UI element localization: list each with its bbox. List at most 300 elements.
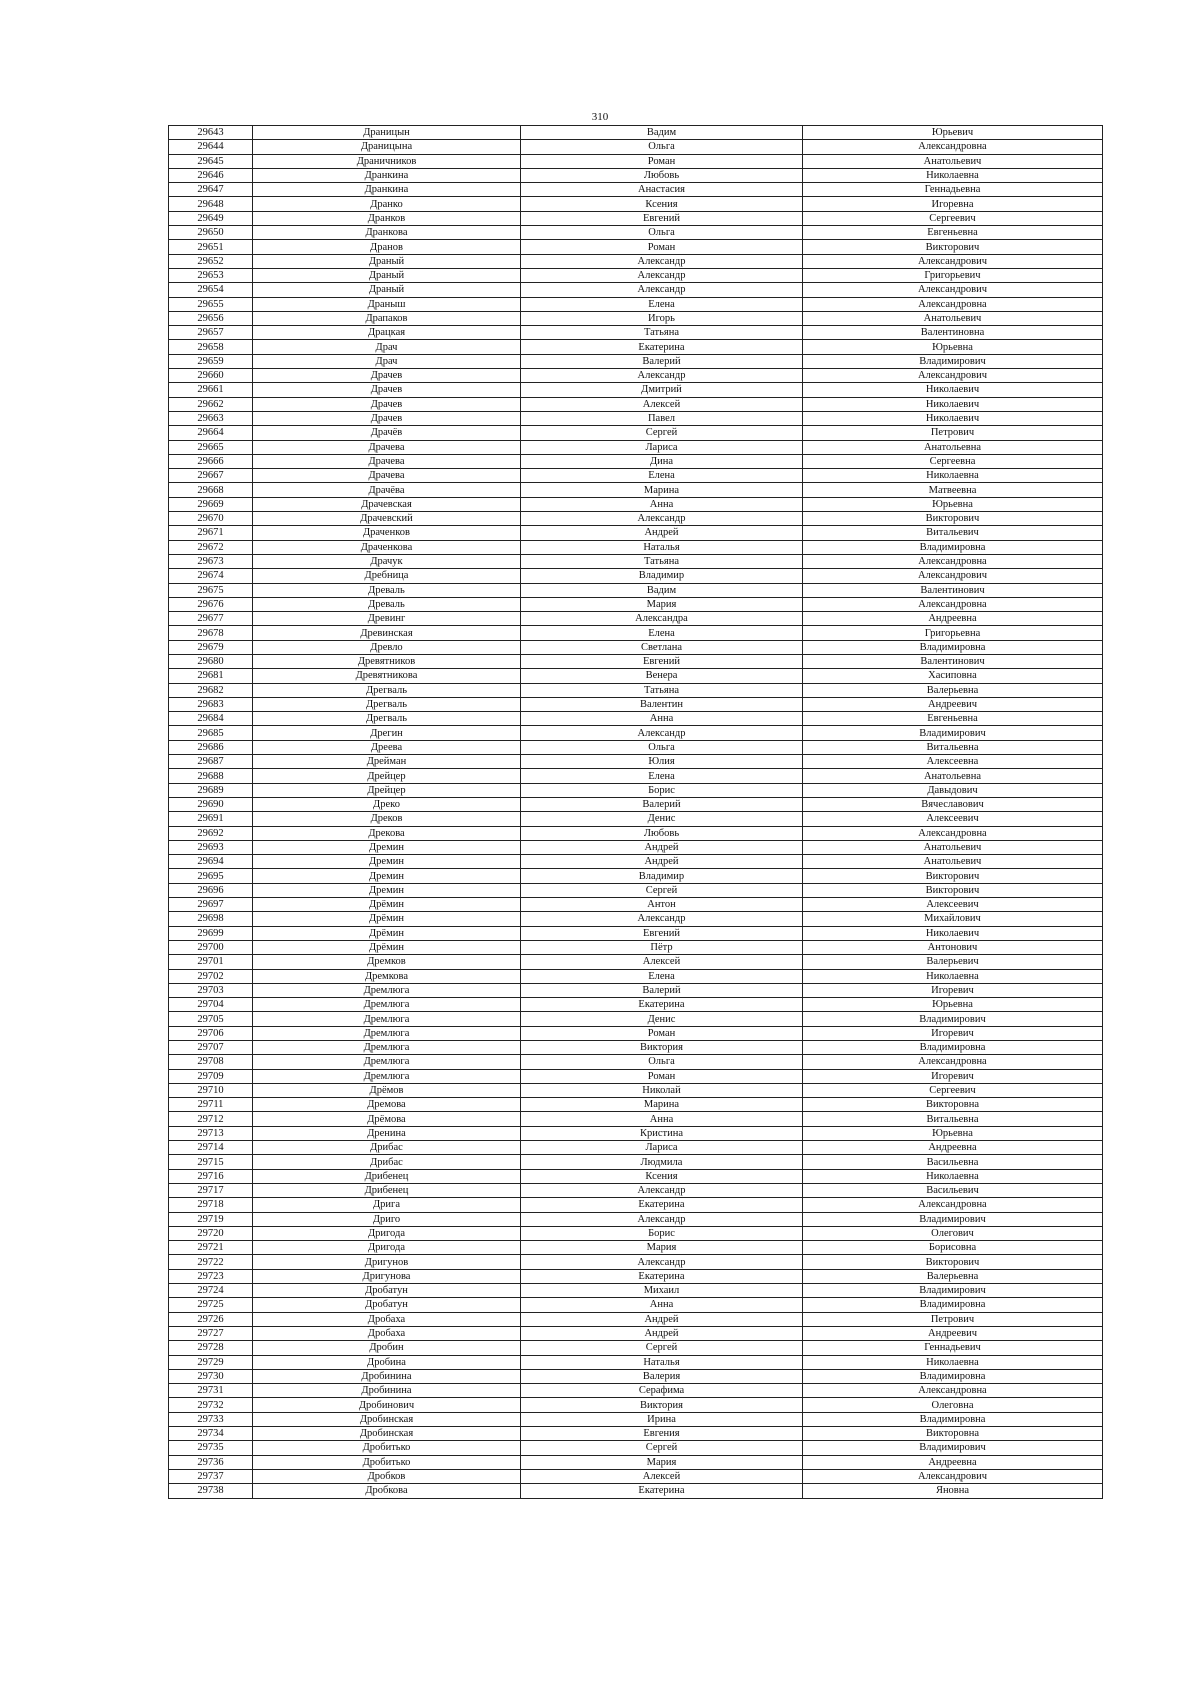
record-number-cell: 29733: [169, 1412, 253, 1426]
patronymic-cell: Матвеевна: [803, 483, 1103, 497]
last-name-cell: Дрейцер: [253, 783, 521, 797]
record-number-cell: 29647: [169, 183, 253, 197]
patronymic-cell: Витальевна: [803, 1112, 1103, 1126]
last-name-cell: Дремин: [253, 840, 521, 854]
last-name-cell: Дранко: [253, 197, 521, 211]
table-row: [169, 1469, 1103, 1483]
patronymic-cell: Николаевна: [803, 969, 1103, 983]
first-name-cell: Ксения: [521, 1169, 803, 1183]
record-number-cell: 29706: [169, 1026, 253, 1040]
last-name-cell: Драчёв: [253, 426, 521, 440]
record-number-cell: 29735: [169, 1441, 253, 1455]
table-row: [169, 1355, 1103, 1369]
registry-body: [169, 126, 1103, 1499]
first-name-cell: Юлия: [521, 755, 803, 769]
record-number-cell: 29677: [169, 612, 253, 626]
record-number-cell: 29651: [169, 240, 253, 254]
record-number-cell: 29674: [169, 569, 253, 583]
first-name-cell: Елена: [521, 626, 803, 640]
first-name-cell: Александр: [521, 254, 803, 268]
record-number-cell: 29738: [169, 1484, 253, 1498]
record-number-cell: 29660: [169, 369, 253, 383]
record-number-cell: 29661: [169, 383, 253, 397]
record-number-cell: 29713: [169, 1126, 253, 1140]
table-row: [169, 983, 1103, 997]
last-name-cell: Дреева: [253, 740, 521, 754]
table-row: [169, 1241, 1103, 1255]
patronymic-cell: Андреевна: [803, 1455, 1103, 1469]
first-name-cell: Валерий: [521, 354, 803, 368]
last-name-cell: Драченкова: [253, 540, 521, 554]
record-number-cell: 29690: [169, 797, 253, 811]
first-name-cell: Татьяна: [521, 554, 803, 568]
patronymic-cell: Александровна: [803, 140, 1103, 154]
last-name-cell: Дробкова: [253, 1484, 521, 1498]
first-name-cell: Александр: [521, 1255, 803, 1269]
record-number-cell: 29717: [169, 1183, 253, 1197]
record-number-cell: 29722: [169, 1255, 253, 1269]
table-row: [169, 1169, 1103, 1183]
record-number-cell: 29667: [169, 469, 253, 483]
record-number-cell: 29653: [169, 268, 253, 282]
first-name-cell: Елена: [521, 469, 803, 483]
last-name-cell: Дробков: [253, 1469, 521, 1483]
last-name-cell: Дранкова: [253, 226, 521, 240]
record-number-cell: 29718: [169, 1198, 253, 1212]
patronymic-cell: Николаевич: [803, 411, 1103, 425]
last-name-cell: Драный: [253, 268, 521, 282]
record-number-cell: 29691: [169, 812, 253, 826]
table-row: [169, 540, 1103, 554]
first-name-cell: Серафима: [521, 1384, 803, 1398]
record-number-cell: 29695: [169, 869, 253, 883]
patronymic-cell: Александровна: [803, 554, 1103, 568]
patronymic-cell: Витальевич: [803, 526, 1103, 540]
record-number-cell: 29736: [169, 1455, 253, 1469]
patronymic-cell: Викторович: [803, 240, 1103, 254]
patronymic-cell: Алексеевич: [803, 898, 1103, 912]
first-name-cell: Любовь: [521, 168, 803, 182]
table-row: [169, 397, 1103, 411]
patronymic-cell: Александровна: [803, 1384, 1103, 1398]
patronymic-cell: Александровна: [803, 1055, 1103, 1069]
first-name-cell: Ирина: [521, 1412, 803, 1426]
table-row: [169, 855, 1103, 869]
table-row: [169, 340, 1103, 354]
patronymic-cell: Евгеньевна: [803, 226, 1103, 240]
patronymic-cell: Анатольевич: [803, 840, 1103, 854]
patronymic-cell: Владимирович: [803, 1441, 1103, 1455]
record-number-cell: 29720: [169, 1226, 253, 1240]
patronymic-cell: Александрович: [803, 283, 1103, 297]
last-name-cell: Дранкина: [253, 183, 521, 197]
record-number-cell: 29658: [169, 340, 253, 354]
last-name-cell: Дрегваль: [253, 683, 521, 697]
last-name-cell: Дрёмин: [253, 898, 521, 912]
first-name-cell: Денис: [521, 1012, 803, 1026]
first-name-cell: Венера: [521, 669, 803, 683]
last-name-cell: Драный: [253, 283, 521, 297]
patronymic-cell: Петрович: [803, 426, 1103, 440]
table-row: [169, 1155, 1103, 1169]
first-name-cell: Наталья: [521, 540, 803, 554]
table-row: [169, 1427, 1103, 1441]
table-row: [169, 1269, 1103, 1283]
last-name-cell: Драницын: [253, 126, 521, 140]
first-name-cell: Ольга: [521, 740, 803, 754]
last-name-cell: Дрёмова: [253, 1112, 521, 1126]
last-name-cell: Драныш: [253, 297, 521, 311]
first-name-cell: Екатерина: [521, 1484, 803, 1498]
last-name-cell: Дранкина: [253, 168, 521, 182]
record-number-cell: 29700: [169, 940, 253, 954]
record-number-cell: 29688: [169, 769, 253, 783]
record-number-cell: 29676: [169, 597, 253, 611]
table-row: [169, 512, 1103, 526]
record-number-cell: 29668: [169, 483, 253, 497]
first-name-cell: Владимир: [521, 569, 803, 583]
first-name-cell: Анна: [521, 712, 803, 726]
last-name-cell: Дремин: [253, 869, 521, 883]
patronymic-cell: Владимировна: [803, 540, 1103, 554]
table-row: [169, 383, 1103, 397]
patronymic-cell: Анатольевич: [803, 311, 1103, 325]
patronymic-cell: Валерьевич: [803, 955, 1103, 969]
last-name-cell: Древинская: [253, 626, 521, 640]
record-number-cell: 29698: [169, 912, 253, 926]
first-name-cell: Виктория: [521, 1398, 803, 1412]
last-name-cell: Дремин: [253, 855, 521, 869]
last-name-cell: Дригода: [253, 1241, 521, 1255]
last-name-cell: Дробаха: [253, 1326, 521, 1340]
last-name-cell: Дробинина: [253, 1369, 521, 1383]
record-number-cell: 29659: [169, 354, 253, 368]
table-row: [169, 1041, 1103, 1055]
table-row: [169, 1412, 1103, 1426]
table-row: [169, 297, 1103, 311]
last-name-cell: Дригода: [253, 1226, 521, 1240]
table-row: [169, 1012, 1103, 1026]
last-name-cell: Древятников: [253, 654, 521, 668]
first-name-cell: Мария: [521, 1241, 803, 1255]
patronymic-cell: Николаевна: [803, 1169, 1103, 1183]
record-number-cell: 29737: [169, 1469, 253, 1483]
last-name-cell: Древло: [253, 640, 521, 654]
first-name-cell: Марина: [521, 1098, 803, 1112]
patronymic-cell: Хасиповна: [803, 669, 1103, 683]
table-row: [169, 354, 1103, 368]
patronymic-cell: Петрович: [803, 1312, 1103, 1326]
patronymic-cell: Михайлович: [803, 912, 1103, 926]
table-row: [169, 597, 1103, 611]
last-name-cell: Драный: [253, 254, 521, 268]
first-name-cell: Александра: [521, 612, 803, 626]
record-number-cell: 29686: [169, 740, 253, 754]
last-name-cell: Древинг: [253, 612, 521, 626]
last-name-cell: Драпаков: [253, 311, 521, 325]
patronymic-cell: Андреевна: [803, 612, 1103, 626]
first-name-cell: Роман: [521, 240, 803, 254]
record-number-cell: 29711: [169, 1098, 253, 1112]
record-number-cell: 29679: [169, 640, 253, 654]
first-name-cell: Наталья: [521, 1355, 803, 1369]
table-row: [169, 426, 1103, 440]
first-name-cell: Александр: [521, 726, 803, 740]
patronymic-cell: Григорьевич: [803, 268, 1103, 282]
record-number-cell: 29643: [169, 126, 253, 140]
last-name-cell: Дробатун: [253, 1298, 521, 1312]
first-name-cell: Евгений: [521, 211, 803, 225]
first-name-cell: Михаил: [521, 1284, 803, 1298]
table-row: [169, 840, 1103, 854]
table-row: [169, 726, 1103, 740]
first-name-cell: Александр: [521, 268, 803, 282]
patronymic-cell: Вячеславович: [803, 797, 1103, 811]
first-name-cell: Татьяна: [521, 326, 803, 340]
patronymic-cell: Григорьевна: [803, 626, 1103, 640]
first-name-cell: Ольга: [521, 140, 803, 154]
last-name-cell: Дрёмин: [253, 912, 521, 926]
first-name-cell: Сергей: [521, 1441, 803, 1455]
last-name-cell: Дробин: [253, 1341, 521, 1355]
first-name-cell: Сергей: [521, 426, 803, 440]
patronymic-cell: Викторович: [803, 883, 1103, 897]
table-row: [169, 1098, 1103, 1112]
record-number-cell: 29663: [169, 411, 253, 425]
record-number-cell: 29680: [169, 654, 253, 668]
table-row: [169, 311, 1103, 325]
first-name-cell: Александр: [521, 1183, 803, 1197]
record-number-cell: 29708: [169, 1055, 253, 1069]
patronymic-cell: Юрьевна: [803, 1126, 1103, 1140]
patronymic-cell: Николаевна: [803, 469, 1103, 483]
last-name-cell: Дриго: [253, 1212, 521, 1226]
record-number-cell: 29704: [169, 998, 253, 1012]
last-name-cell: Дрибас: [253, 1141, 521, 1155]
first-name-cell: Марина: [521, 483, 803, 497]
patronymic-cell: Валерьевна: [803, 683, 1103, 697]
last-name-cell: Дробина: [253, 1355, 521, 1369]
record-number-cell: 29724: [169, 1284, 253, 1298]
first-name-cell: Александр: [521, 369, 803, 383]
last-name-cell: Драчева: [253, 469, 521, 483]
table-row: [169, 697, 1103, 711]
last-name-cell: Дремин: [253, 883, 521, 897]
table-row: [169, 940, 1103, 954]
table-row: [169, 1141, 1103, 1155]
first-name-cell: Павел: [521, 411, 803, 425]
last-name-cell: Драчев: [253, 411, 521, 425]
last-name-cell: Дрибенец: [253, 1169, 521, 1183]
last-name-cell: Дренина: [253, 1126, 521, 1140]
first-name-cell: Екатерина: [521, 340, 803, 354]
first-name-cell: Кристина: [521, 1126, 803, 1140]
last-name-cell: Дрекова: [253, 826, 521, 840]
last-name-cell: Дрегин: [253, 726, 521, 740]
table-row: [169, 883, 1103, 897]
record-number-cell: 29652: [169, 254, 253, 268]
patronymic-cell: Николаевна: [803, 168, 1103, 182]
first-name-cell: Вадим: [521, 583, 803, 597]
record-number-cell: 29650: [169, 226, 253, 240]
last-name-cell: Дрёмин: [253, 926, 521, 940]
record-number-cell: 29721: [169, 1241, 253, 1255]
patronymic-cell: Яновна: [803, 1484, 1103, 1498]
last-name-cell: Драчева: [253, 454, 521, 468]
record-number-cell: 29665: [169, 440, 253, 454]
record-number-cell: 29687: [169, 755, 253, 769]
record-number-cell: 29672: [169, 540, 253, 554]
table-row: [169, 1384, 1103, 1398]
record-number-cell: 29684: [169, 712, 253, 726]
last-name-cell: Драчёва: [253, 483, 521, 497]
table-row: [169, 1441, 1103, 1455]
patronymic-cell: Владимировна: [803, 1041, 1103, 1055]
last-name-cell: Драчев: [253, 369, 521, 383]
patronymic-cell: Николаевич: [803, 383, 1103, 397]
table-row: [169, 926, 1103, 940]
first-name-cell: Валентин: [521, 697, 803, 711]
record-number-cell: 29644: [169, 140, 253, 154]
patronymic-cell: Александрович: [803, 254, 1103, 268]
last-name-cell: Дремлюга: [253, 998, 521, 1012]
record-number-cell: 29712: [169, 1112, 253, 1126]
record-number-cell: 29734: [169, 1427, 253, 1441]
record-number-cell: 29657: [169, 326, 253, 340]
first-name-cell: Евгений: [521, 654, 803, 668]
record-number-cell: 29719: [169, 1212, 253, 1226]
table-row: [169, 240, 1103, 254]
first-name-cell: Евгений: [521, 926, 803, 940]
first-name-cell: Валерий: [521, 983, 803, 997]
first-name-cell: Ольга: [521, 226, 803, 240]
patronymic-cell: Владимировна: [803, 640, 1103, 654]
table-row: [169, 168, 1103, 182]
record-number-cell: 29681: [169, 669, 253, 683]
patronymic-cell: Александровна: [803, 597, 1103, 611]
table-row: [169, 1126, 1103, 1140]
patronymic-cell: Викторовна: [803, 1427, 1103, 1441]
patronymic-cell: Владимировна: [803, 1298, 1103, 1312]
record-number-cell: 29662: [169, 397, 253, 411]
patronymic-cell: Олеговна: [803, 1398, 1103, 1412]
first-name-cell: Елена: [521, 297, 803, 311]
record-number-cell: 29707: [169, 1041, 253, 1055]
record-number-cell: 29710: [169, 1083, 253, 1097]
record-number-cell: 29699: [169, 926, 253, 940]
patronymic-cell: Владимирович: [803, 1012, 1103, 1026]
record-number-cell: 29693: [169, 840, 253, 854]
last-name-cell: Драчева: [253, 440, 521, 454]
first-name-cell: Татьяна: [521, 683, 803, 697]
first-name-cell: Дмитрий: [521, 383, 803, 397]
table-row: [169, 626, 1103, 640]
first-name-cell: Ксения: [521, 197, 803, 211]
table-row: [169, 783, 1103, 797]
table-row: [169, 126, 1103, 140]
last-name-cell: Дремлюга: [253, 1055, 521, 1069]
last-name-cell: Дрёмов: [253, 1083, 521, 1097]
record-number-cell: 29723: [169, 1269, 253, 1283]
patronymic-cell: Анатольевна: [803, 769, 1103, 783]
record-number-cell: 29701: [169, 955, 253, 969]
table-row: [169, 969, 1103, 983]
first-name-cell: Владимир: [521, 869, 803, 883]
record-number-cell: 29673: [169, 554, 253, 568]
record-number-cell: 29729: [169, 1355, 253, 1369]
table-row: [169, 1369, 1103, 1383]
table-row: [169, 1284, 1103, 1298]
first-name-cell: Мария: [521, 597, 803, 611]
table-row: [169, 769, 1103, 783]
record-number-cell: 29697: [169, 898, 253, 912]
patronymic-cell: Валерьевна: [803, 1269, 1103, 1283]
record-number-cell: 29694: [169, 855, 253, 869]
record-number-cell: 29666: [169, 454, 253, 468]
first-name-cell: Роман: [521, 1026, 803, 1040]
last-name-cell: Дремкова: [253, 969, 521, 983]
record-number-cell: 29731: [169, 1384, 253, 1398]
record-number-cell: 29726: [169, 1312, 253, 1326]
record-number-cell: 29646: [169, 168, 253, 182]
patronymic-cell: Анатольевна: [803, 440, 1103, 454]
table-row: [169, 797, 1103, 811]
patronymic-cell: Александровна: [803, 826, 1103, 840]
patronymic-cell: Владимирович: [803, 726, 1103, 740]
last-name-cell: Дрейцер: [253, 769, 521, 783]
table-row: [169, 411, 1103, 425]
last-name-cell: Дремлюга: [253, 1069, 521, 1083]
record-number-cell: 29685: [169, 726, 253, 740]
patronymic-cell: Евгеньевна: [803, 712, 1103, 726]
table-row: [169, 440, 1103, 454]
last-name-cell: Дробатун: [253, 1284, 521, 1298]
table-row: [169, 197, 1103, 211]
patronymic-cell: Александрович: [803, 369, 1103, 383]
first-name-cell: Андрей: [521, 526, 803, 540]
first-name-cell: Мария: [521, 1455, 803, 1469]
first-name-cell: Роман: [521, 154, 803, 168]
table-row: [169, 454, 1103, 468]
patronymic-cell: Юрьевна: [803, 497, 1103, 511]
last-name-cell: Дригунов: [253, 1255, 521, 1269]
first-name-cell: Елена: [521, 769, 803, 783]
patronymic-cell: Сергеевич: [803, 1083, 1103, 1097]
first-name-cell: Любовь: [521, 826, 803, 840]
record-number-cell: 29725: [169, 1298, 253, 1312]
record-number-cell: 29715: [169, 1155, 253, 1169]
last-name-cell: Дремова: [253, 1098, 521, 1112]
patronymic-cell: Владимирович: [803, 1212, 1103, 1226]
record-number-cell: 29656: [169, 311, 253, 325]
patronymic-cell: Николаевна: [803, 1355, 1103, 1369]
first-name-cell: Ольга: [521, 1055, 803, 1069]
first-name-cell: Людмила: [521, 1155, 803, 1169]
record-number-cell: 29730: [169, 1369, 253, 1383]
last-name-cell: Дранков: [253, 211, 521, 225]
record-number-cell: 29655: [169, 297, 253, 311]
first-name-cell: Николай: [521, 1083, 803, 1097]
last-name-cell: Дрибенец: [253, 1183, 521, 1197]
record-number-cell: 29645: [169, 154, 253, 168]
patronymic-cell: Александровна: [803, 297, 1103, 311]
last-name-cell: Дребница: [253, 569, 521, 583]
table-row: [169, 1212, 1103, 1226]
patronymic-cell: Васильевич: [803, 1183, 1103, 1197]
patronymic-cell: Игоревич: [803, 1069, 1103, 1083]
last-name-cell: Драчевский: [253, 512, 521, 526]
last-name-cell: Древаль: [253, 597, 521, 611]
